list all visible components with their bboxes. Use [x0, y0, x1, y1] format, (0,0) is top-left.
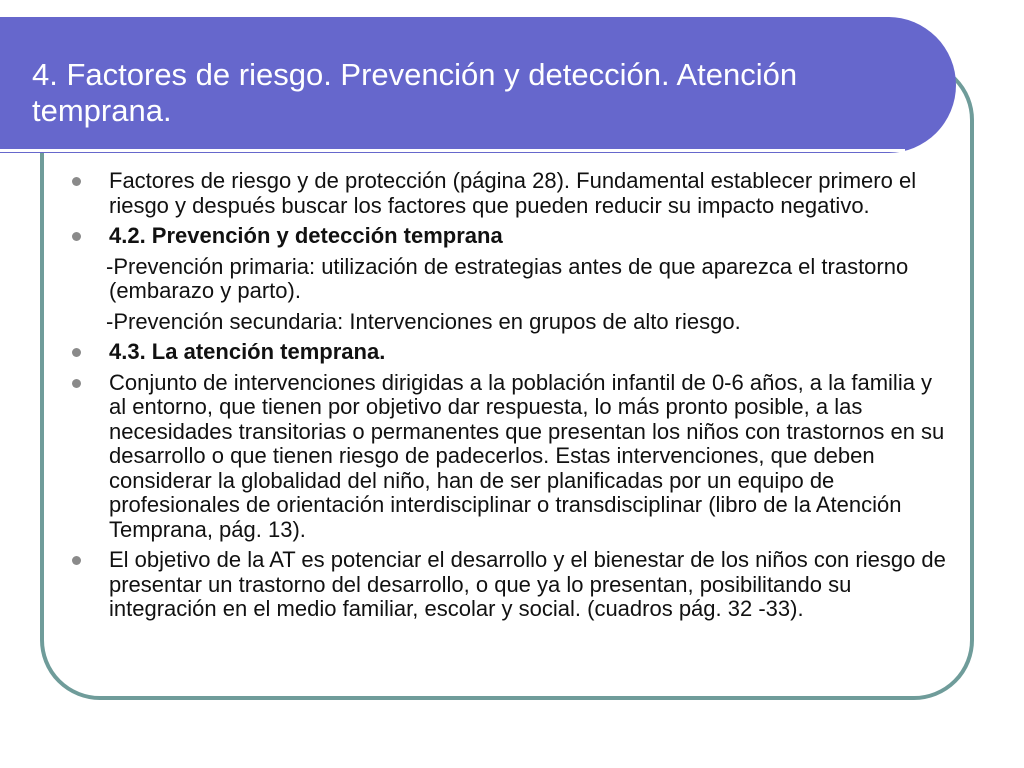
slide-title: 4. Factores de riesgo. Prevención y detección. Atención temprana. — [32, 57, 798, 128]
bullet-item-prevention-heading — [70, 224, 950, 249]
bullet-item-at-objective — [70, 548, 950, 622]
bullet-item-early-care-definition — [70, 371, 950, 543]
sub-item-secondary-prevention — [70, 310, 950, 335]
sub-item-text: -Prevención secundaria: Intervenciones en grupos de alto riesgo. — [106, 308, 741, 334]
bullet-text: Conjunto de intervenciones dirigidas a la población infantil de 0-6 años, a la familia y al entorno, que tienen por objetivo dar respuesta, lo más pronto posible, a las necesidades transitorias o permanentes que presentan los niños con trastornos en su desarrollo o que tienen riesgo de padecerlos. Estas intervenciones, que deben considerar la globalidad del niño, han de ser planificadas por un equipo de profesionales de orientación interdisciplinar o transdisciplinar (libro de la Atención Temprana, pág. 13). — [109, 369, 945, 542]
bullet-text: 4.2. Prevención y detección temprana — [109, 223, 503, 248]
bullet-text: El objetivo de la AT es potenciar el desarrollo y el bienestar de los niños con riesgo de presentar un trastorno del desarrollo, o que ya lo presentan, posibilitando su integración en el medio familiar, escolar y social. (cuadros pág. 32 -33). — [109, 547, 946, 621]
title-bar — [0, 17, 956, 153]
bullet-item-early-care-heading — [70, 340, 950, 365]
title-underline — [0, 149, 905, 152]
bullet-text: 4.3. La atención temprana. — [109, 339, 386, 364]
sub-item-primary-prevention — [70, 255, 950, 304]
bullet-item-risk-factors — [70, 169, 950, 218]
bullet-text: Factores de riesgo y de protección (página 28). Fundamental establecer primero el riesgo y después buscar los factores que pueden reducir su impacto negativo. — [109, 168, 917, 218]
sub-item-text: -Prevención primaria: utilización de estrategias antes de que aparezca el trastorno (embarazo y parto). — [106, 253, 909, 303]
bullet-list — [70, 169, 950, 628]
